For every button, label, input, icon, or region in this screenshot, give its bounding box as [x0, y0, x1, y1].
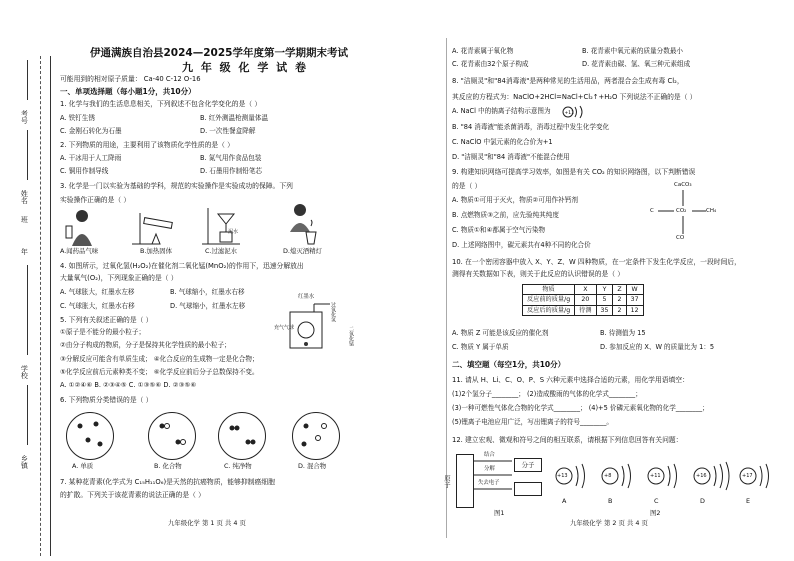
- q2-option-d: D. 石墨用作制铅笔芯: [200, 167, 263, 175]
- q10-option-c: C. 物质 Y 属于单质: [452, 343, 509, 351]
- fig1-empty-box: [514, 482, 542, 496]
- q9-option-c: C. 物质①和④都属于空气污染物: [452, 226, 546, 234]
- q6-label-a: A. 单质: [72, 462, 94, 470]
- ion-number-b: +8: [604, 473, 612, 479]
- table-cell: 反应前的质量/g: [523, 295, 575, 305]
- exam-title: 伊通满族自治县2024—2025学年度第一学期期末考试: [90, 47, 348, 59]
- table-row: [523, 295, 644, 305]
- section-1-heading: 一、单项选择题（每小题1分，共10分）: [60, 87, 196, 96]
- margin-nian: 年: [20, 248, 29, 255]
- margin-fill-4: [27, 385, 28, 445]
- question-8-cont: 其反应的方程式为：NaClO+2HCl=NaCl+Cl₂↑+H₂O 下列说法不正确的是（ ）: [452, 93, 697, 101]
- table-header: 物质: [523, 285, 575, 295]
- q1-option-b: B. 红外测温枪测量体温: [200, 114, 269, 122]
- table-cell: 2: [613, 305, 626, 315]
- margin-line-dashed: [40, 56, 41, 556]
- q10-option-d: D. 参加反应的 X、W 的质量比为 1：5: [600, 343, 715, 351]
- q10-option-b: B. 待测值为 15: [600, 329, 646, 337]
- margin-fill-2: [27, 130, 28, 180]
- question-8: 8. "洁厕灵"和"84消毒液"是两种常见的生活用品，两者混合会生成有毒 Cl₂，: [452, 77, 684, 85]
- table-cell: 5: [596, 295, 613, 305]
- q5-statement-4: ⑤化学反应前后元素种类不变； ⑥化学反应前后分子总数保持不变。: [60, 368, 259, 376]
- q8-option-b: B. "84 消毒液"能杀菌消毒，消毒过程中发生化学变化: [452, 123, 610, 131]
- q5-statement-3: ③分解反应可能含有单质生成； ④化合反应的生成物一定是化合物；: [60, 355, 259, 363]
- q6-particles: [66, 412, 338, 458]
- q8-option-d: D. "洁厕灵"和"84 消毒液"不能混合使用: [452, 153, 570, 161]
- q4-apparatus: [270, 292, 350, 352]
- sodium-ion-diagram: [560, 104, 586, 120]
- margin-ban: 班: [20, 216, 29, 223]
- q2-option-c: C. 铜用作制导线: [60, 167, 109, 175]
- q10-option-a: A. 物质 Z 可能是该反应的催化剂: [452, 329, 549, 337]
- table-header: Y: [596, 285, 613, 295]
- question-10: 10. 在一个密闭容器中放入 X、Y、Z、W 四种物质，在一定条件下发生化学反应，一段时间后，: [452, 258, 741, 266]
- q4-option-d: D. 气球缩小，红墨水左移: [170, 302, 246, 310]
- table-cell: 2: [613, 295, 626, 305]
- fig1-decompose: 分解: [484, 466, 495, 472]
- fig2-ion-structures: [552, 458, 772, 494]
- q4-option-b: B. 气球缩小，红墨水右移: [170, 288, 245, 296]
- q9-network-lines: [650, 188, 720, 238]
- q7-option-b: B. 花青素中氧元素的质量分数最小: [582, 47, 684, 55]
- table-row: [523, 305, 644, 315]
- margin-line: [50, 56, 51, 556]
- ion-number-d: +16: [696, 473, 707, 479]
- fig1-atom-box: 原子: [456, 454, 474, 508]
- q1-option-a: A. 铁钉生锈: [60, 114, 95, 122]
- question-2: 2. 下列物质的用途，主要利用了该物质化学性质的是（ ）: [60, 141, 234, 149]
- q9-option-d: D. 上述网络图中，碳元素共有4种不同的化合价: [452, 241, 591, 249]
- question-3-cont: 实验操作正确的是（ ）: [60, 196, 131, 204]
- fig1-arrows: [472, 458, 514, 498]
- q2-option-a: A. 干冰用于人工降雨: [60, 154, 122, 162]
- q1-option-c: C. 金刚石转化为石墨: [60, 127, 122, 135]
- table-header-row: [523, 285, 644, 295]
- margin-xuexiao: 学校: [20, 365, 29, 379]
- margin-xiangzhen: 乡镇: [20, 455, 29, 469]
- q2-option-b: B. 氮气用作食品包装: [200, 154, 262, 162]
- question-6: 6. 下列物质分类错误的是（ ）: [60, 396, 153, 404]
- table-cell: 反应后的质量/g: [523, 305, 575, 315]
- q1-option-d: D. 一次性餐盒降解: [200, 127, 256, 135]
- ion-number-a: +13: [557, 473, 568, 479]
- margin-fill-1: [27, 60, 28, 100]
- table-header: Z: [613, 285, 626, 295]
- table-header: X: [575, 285, 596, 295]
- q9-node-ch4: CH₄: [706, 208, 717, 214]
- page-divider: [446, 38, 447, 538]
- section-2-heading: 二、填空题（每空1分，共10分）: [452, 360, 566, 369]
- margin-xingming: 姓名: [20, 190, 29, 204]
- margin-kaohao: 考号: [20, 110, 29, 124]
- svg-text:+11: +11: [564, 111, 574, 116]
- question-1: 1. 化学与我们的生活息息相关，下列叙述不包含化学变化的是（ ）: [60, 100, 262, 108]
- table-cell: 20: [575, 295, 596, 305]
- question-10-cont: 测得有关数据如下表，则关于此反应的认识错误的是（ ）: [452, 270, 625, 278]
- q7-option-c: C. 花青素由32个原子构成: [452, 60, 529, 68]
- q3-caption-b: B.加热固体: [140, 247, 172, 255]
- q3-image-a: [62, 206, 107, 246]
- q7-option-d: D. 花青素由碳、氢、氧三种元素组成: [582, 60, 691, 68]
- q11-part-5: (5)锂离子电池应用广泛，写出锂离子的符号________。: [452, 418, 613, 426]
- q3-image-d: [282, 202, 327, 246]
- margin-fill-3: [27, 265, 28, 355]
- fig1-combine: 结合: [484, 452, 495, 458]
- table-cell: 35: [596, 305, 613, 315]
- q3-mud-label: 泥水: [228, 229, 239, 235]
- question-4: 4. 如图所示，过氧化氢(H₂O₂)在催化剂二氧化锰(MnO₂)的作用下，迅速分解放出: [60, 262, 304, 270]
- table-header: W: [626, 285, 643, 295]
- q3-caption-a: A.闻药品气味: [60, 247, 99, 255]
- question-9: 9. 构建知识网络可提高学习效率，如图是有关 CO₂ 的知识网络图，以下判断错误: [452, 168, 696, 176]
- q4-label-h2o2: 过氧化氢: [330, 302, 336, 322]
- q7-option-a: A. 花青素属于氧化物: [452, 47, 514, 55]
- q8-option-a: A. NaCl 中的钠离子结构示意图为: [452, 107, 551, 115]
- fig1-lose-electrons: 失去电子: [478, 480, 500, 486]
- question-9-cont: 的是（ ）: [452, 182, 482, 190]
- question-7: 7. 某种花青素(化学式为 C₁₅H₁₁O₆)是天然的抗癌物质，能够抑制癌细胞: [60, 478, 275, 486]
- q9-node-co2: CO₂: [676, 208, 687, 214]
- q9-option-b: B. 点燃物质③之前，应先验纯其纯度: [452, 211, 559, 219]
- fig1-label: 图1: [494, 509, 505, 517]
- question-11: 11. 请从 H、Li、C、O、P、S 六种元素中选择合适的元素，用化学用语填空：: [452, 376, 689, 384]
- q5-statement-1: ①原子是不能分的最小粒子；: [60, 328, 146, 336]
- fig2-label: 图2: [650, 509, 661, 517]
- q10-table: [522, 284, 644, 316]
- ion-number-c: +11: [650, 473, 661, 479]
- q3-image-b: [130, 208, 180, 246]
- table-cell: 37: [626, 295, 643, 305]
- question-4-cont: 大量氧气(O₂)，下列现象正确的是（ ）: [60, 274, 178, 282]
- table-cell: 待测: [575, 305, 596, 315]
- q4-option-c: C. 气球胀大，红墨水右移: [60, 302, 135, 310]
- footer-right: 九年级化学 第 2 页 共 4 页: [570, 519, 648, 527]
- q3-image-c: [200, 206, 245, 246]
- ion-label-d: D: [700, 497, 705, 505]
- q8-option-c: C. NaClO 中氯元素的化合价为+1: [452, 138, 553, 146]
- fig1-molecule-box: 分子: [514, 458, 542, 472]
- q6-label-c: C. 纯净物: [224, 462, 252, 470]
- q6-label-b: B. 化合物: [154, 462, 182, 470]
- table-cell: 12: [626, 305, 643, 315]
- ion-label-c: C: [654, 497, 659, 505]
- q4-option-a: A. 气球胀大，红墨水左移: [60, 288, 135, 296]
- q4-label-red-ink: 红墨水: [298, 294, 315, 300]
- question-3: 3. 化学是一门以实验为基础的学科，规范的实验操作是实验成功的保障。下列: [60, 182, 293, 190]
- q5-options: A. ①②④⑥ B. ②③④⑤ C. ①③⑤⑥ D. ②③⑤⑥: [60, 381, 197, 389]
- q9-node-caco3: CaCO₃: [674, 182, 692, 188]
- q4-label-mno2: 二氧化锰: [348, 326, 354, 346]
- q9-node-c: C: [650, 208, 654, 214]
- q5-statement-2: ②由分子构成的物质，分子是保持其化学性质的最小粒子；: [60, 341, 231, 349]
- question-5: 5. 下列有关叙述正确的是（ ）: [60, 316, 153, 324]
- ion-label-a: A: [562, 497, 567, 505]
- q11-part-1: (1)2个氢分子________； (2)造成酸雨的气体的化学式________；: [452, 390, 642, 398]
- question-12: 12. 建立宏观、微观和符号之间的相互联系，请根据下列信息回答有关问题：: [452, 436, 683, 444]
- question-7-cont: 的扩散。下列关于该花青素的说法正确的是（ ）: [60, 491, 205, 499]
- ion-label-b: B: [608, 497, 613, 505]
- footer-left: 九年级化学 第 1 页 共 4 页: [168, 519, 246, 527]
- q3-caption-d: D.熄灭酒精灯: [283, 247, 322, 255]
- q3-caption-c: C.过滤泥水: [205, 247, 238, 255]
- atomic-masses: 可能用到的相对原子质量： Ca-40 C-12 O-16: [60, 75, 201, 83]
- ion-number-e: +17: [742, 473, 753, 479]
- q6-label-d: D. 混合物: [298, 462, 327, 470]
- ion-label-e: E: [746, 497, 751, 505]
- q9-option-a: A. 物质①可用于灭火，物质②可用作补钙剂: [452, 196, 578, 204]
- q9-node-co: CO: [676, 235, 685, 241]
- q4-label-balloon: 充气气球: [274, 325, 295, 331]
- exam-subtitle: 九 年 级 化 学 试 卷: [182, 61, 308, 74]
- q11-part-3: (3)一种可燃性气体化合物的化学式________； (4)+5 价磷元素氧化物的化学________；: [452, 404, 709, 412]
